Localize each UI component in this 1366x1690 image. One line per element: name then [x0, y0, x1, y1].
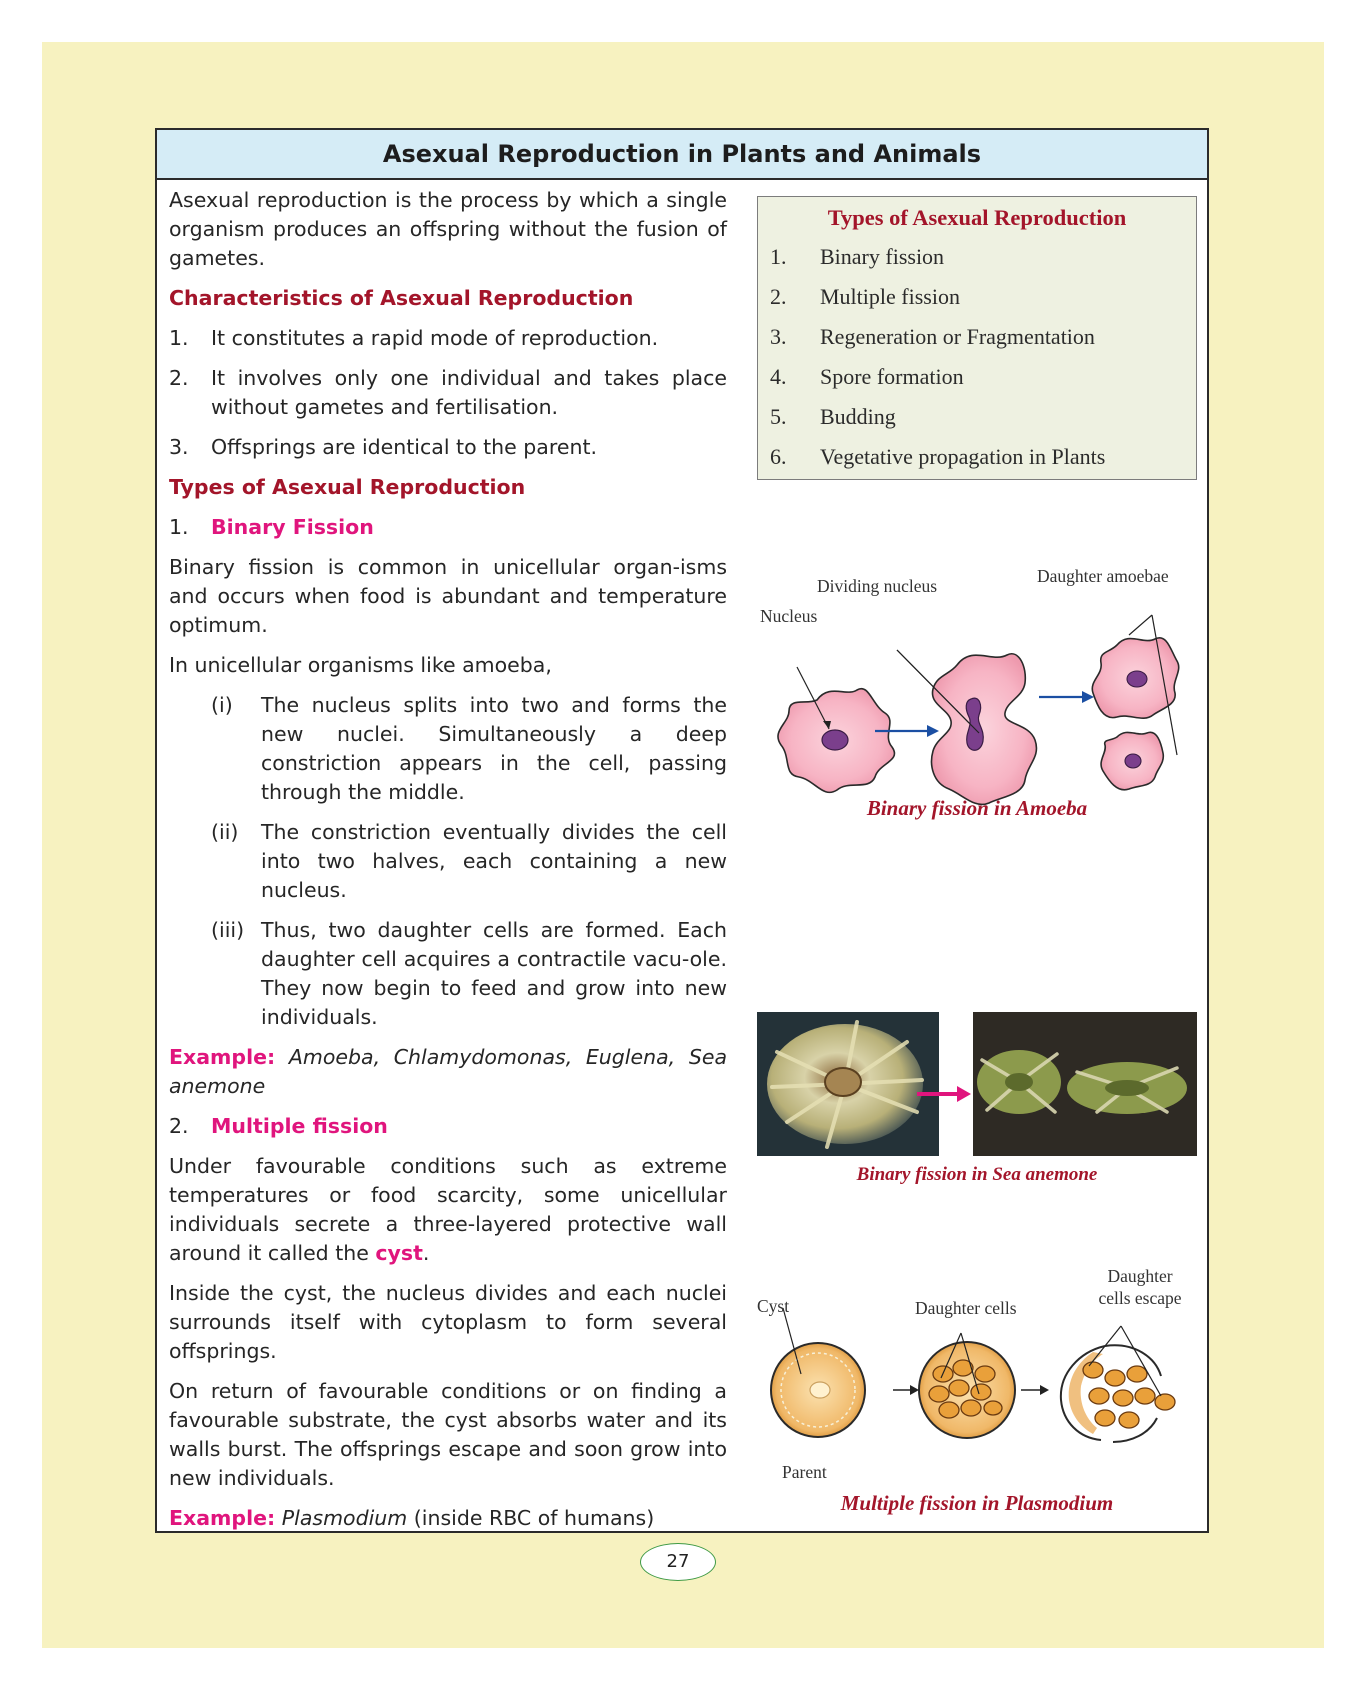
- binary-paragraph-2: In unicellular organisms like amoeba,: [169, 653, 552, 677]
- page-title: Asexual Reproduction in Plants and Animals: [157, 130, 1207, 180]
- amoeba-caption: Binary fission in Amoeba: [866, 796, 1088, 820]
- multiple-example: Example: Plasmodium (inside RBC of humans): [169, 1506, 655, 1530]
- arrow-icon: [927, 725, 939, 737]
- list-item: 2. It involves only one individual and takes place without gametes and fertilisation.: [169, 366, 727, 419]
- arrow-icon: [957, 1086, 971, 1102]
- binary-paragraph-1: Binary fission is common in unicellular organ-isms and occurs when food is abundant and temperature optimum.: [169, 555, 727, 637]
- nucleus-icon: [1127, 671, 1147, 687]
- binary-fission-heading: 1. Binary Fission: [169, 515, 374, 539]
- dividing-nucleus-label: Dividing nucleus: [817, 576, 938, 596]
- multiple-fission-heading: 2. Multiple fission: [169, 1114, 388, 1138]
- content-frame: [155, 128, 1209, 1533]
- nucleus-icon: [1125, 754, 1141, 768]
- list-item: 2. Multiple fission: [770, 284, 960, 309]
- amoeba-dividing-cell: [932, 654, 1037, 805]
- page-number: 27: [640, 1543, 716, 1581]
- arrow-icon: [1040, 1385, 1049, 1395]
- nucleus-icon: [822, 730, 848, 750]
- binary-example: Example: Amoeba, Chlamydomonas, Euglena, Sea anemone: [169, 1045, 727, 1098]
- daughter-cells-label: Daughter cells: [915, 1298, 1017, 1318]
- list-item: 4. Spore formation: [770, 364, 964, 389]
- plasmodium-caption: Multiple fission in Plasmodium: [840, 1491, 1114, 1515]
- cyst-label: Cyst: [757, 1296, 790, 1316]
- list-item: 6. Vegetative propagation in Plants: [770, 444, 1106, 469]
- list-item: 3. Regeneration or Fragmentation: [770, 324, 1095, 349]
- characteristics-heading: Characteristics of Asexual Reproduction: [169, 286, 634, 310]
- arrow-icon: [910, 1385, 919, 1395]
- daughter-escape-label-2: cells escape: [1098, 1288, 1182, 1308]
- types-box-heading: Types of Asexual Reproduction: [827, 205, 1127, 230]
- daughter-escape-label-1: Daughter: [1107, 1266, 1173, 1286]
- list-item: 1. It constitutes a rapid mode of reproduction.: [169, 326, 659, 350]
- multiple-paragraph-1: Under favourable conditions such as extreme temperatures or food scarcity, some unicellular individuals secrete a three-layered protective wall around it called the cyst.: [169, 1154, 727, 1265]
- daughter-amoebae-label: Daughter amoebae: [1037, 566, 1169, 586]
- types-box: [757, 196, 1197, 480]
- list-item: 1. Binary fission: [770, 244, 945, 269]
- nucleus-label: Nucleus: [760, 606, 818, 626]
- list-item: 3. Offsprings are identical to the parent.: [169, 435, 598, 459]
- list-item: (iii) Thus, two daughter cells are formed. Each daughter cell acquires a contractile vacu-ole. They now begin to feed and grow into new individuals.: [211, 918, 727, 1029]
- multiple-paragraph-3: On return of favourable conditions or on finding a favourable substrate, the cyst absorbs water and its walls burst. The offsprings escape and soon grow into new individuals.: [169, 1379, 727, 1490]
- sea-anemone-photos: [757, 1012, 1197, 1158]
- list-item: 5. Budding: [770, 404, 896, 429]
- anemone-caption: Binary fission in Sea anemone: [856, 1164, 1098, 1185]
- left-column: [169, 186, 727, 1544]
- list-item: (i) The nucleus splits into two and forms the new nuclei. Simultaneously a deep constriction appears in the cell, passing through the middle.: [211, 693, 727, 804]
- multiple-paragraph-2: Inside the cyst, the nucleus divides and each nuclei surrounds itself with cytoplasm to form several offsprings.: [169, 1281, 727, 1363]
- intro-paragraph: Asexual reproduction is the process by which a single organism produces an offspring without the fusion of gametes.: [169, 188, 727, 270]
- parent-label: Parent: [782, 1462, 827, 1482]
- list-item: (ii) The constriction eventually divides the cell into two halves, each containing a new nucleus.: [211, 820, 727, 902]
- types-heading: Types of Asexual Reproduction: [169, 475, 526, 499]
